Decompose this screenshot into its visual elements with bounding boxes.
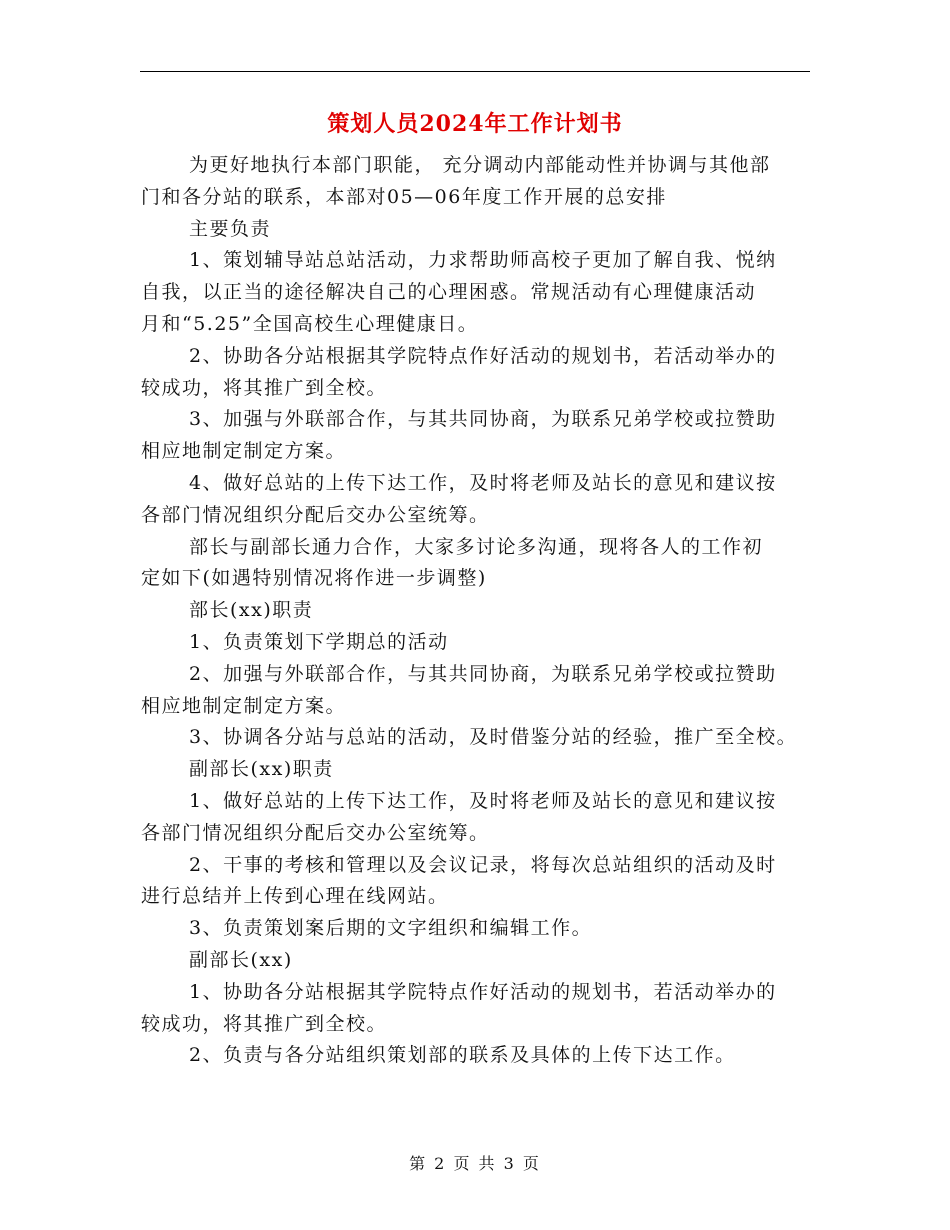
text-line: 副部长(xx)职责 [189, 758, 334, 781]
text-line: 门和各分站的联系，本部对05—06年度工作开展的总安排 [141, 185, 667, 208]
text-line: 自我，以正当的途径解决自己的心理困惑。常规活动有心理健康活动 [141, 281, 757, 304]
text-line: 较成功，将其推广到全校。 [141, 1012, 388, 1035]
document-title: 策划人员2024年工作计划书 [327, 111, 623, 137]
text-line: 定如下(如遇特别情况将作进一步调整) [141, 567, 487, 590]
text-line: 部长与副部长通力合作，大家多讨论多沟通，现将各人的工作初 [189, 535, 764, 558]
header-rule [140, 71, 810, 72]
text-line: 1、策划辅导站总站活动，力求帮助师高校子更加了解自我、悦纳 [189, 249, 777, 272]
text-line: 3、加强与外联部合作，与其共同协商，为联系兄弟学校或拉赞助 [189, 408, 777, 431]
text-line: 3、负责策划案后期的文字组织和编辑工作。 [189, 917, 593, 940]
text-line: 相应地制定制定方案。 [141, 694, 347, 717]
document-body [141, 150, 831, 1072]
page-footer: 第 2 页 共 3 页 [409, 1154, 541, 1173]
text-line: 1、做好总站的上传下达工作，及时将老师及站长的意见和建议按 [189, 789, 777, 812]
text-line: 2、加强与外联部合作，与其共同协商，为联系兄弟学校或拉赞助 [189, 662, 777, 685]
text-line: 主要负责 [189, 217, 272, 240]
text-line: 为更好地执行本部门职能， 充分调动内部能动性并协调与其他部 [189, 154, 771, 176]
text-line: 进行总结并上传到心理在线网站。 [141, 885, 449, 908]
text-line: 较成功，将其推广到全校。 [141, 376, 388, 399]
text-line: 4、做好总站的上传下达工作，及时将老师及站长的意见和建议按 [189, 471, 777, 494]
text-line: 月和“5.25”全国高校生心理健康日。 [141, 312, 479, 335]
text-line: 相应地制定制定方案。 [141, 440, 347, 463]
text-line: 3、协调各分站与总站的活动，及时借鉴分站的经验，推广至全校。 [189, 726, 798, 749]
text-line: 1、负责策划下学期总的活动 [189, 630, 449, 653]
text-line: 1、协助各分站根据其学院特点作好活动的规划书，若活动举办的 [189, 980, 777, 1003]
text-line: 副部长(xx) [189, 948, 293, 971]
text-line: 各部门情况组织分配后交办公室统筹。 [141, 503, 490, 526]
text-line: 各部门情况组织分配后交办公室统筹。 [141, 821, 490, 844]
text-line: 部长(xx)职责 [189, 599, 314, 622]
text-line: 2、协助各分站根据其学院特点作好活动的规划书，若活动举办的 [189, 344, 777, 367]
text-line: 2、干事的考核和管理以及会议记录，将每次总站组织的活动及时 [189, 853, 777, 876]
text-line: 2、负责与各分站组织策划部的联系及具体的上传下达工作。 [189, 1044, 736, 1067]
